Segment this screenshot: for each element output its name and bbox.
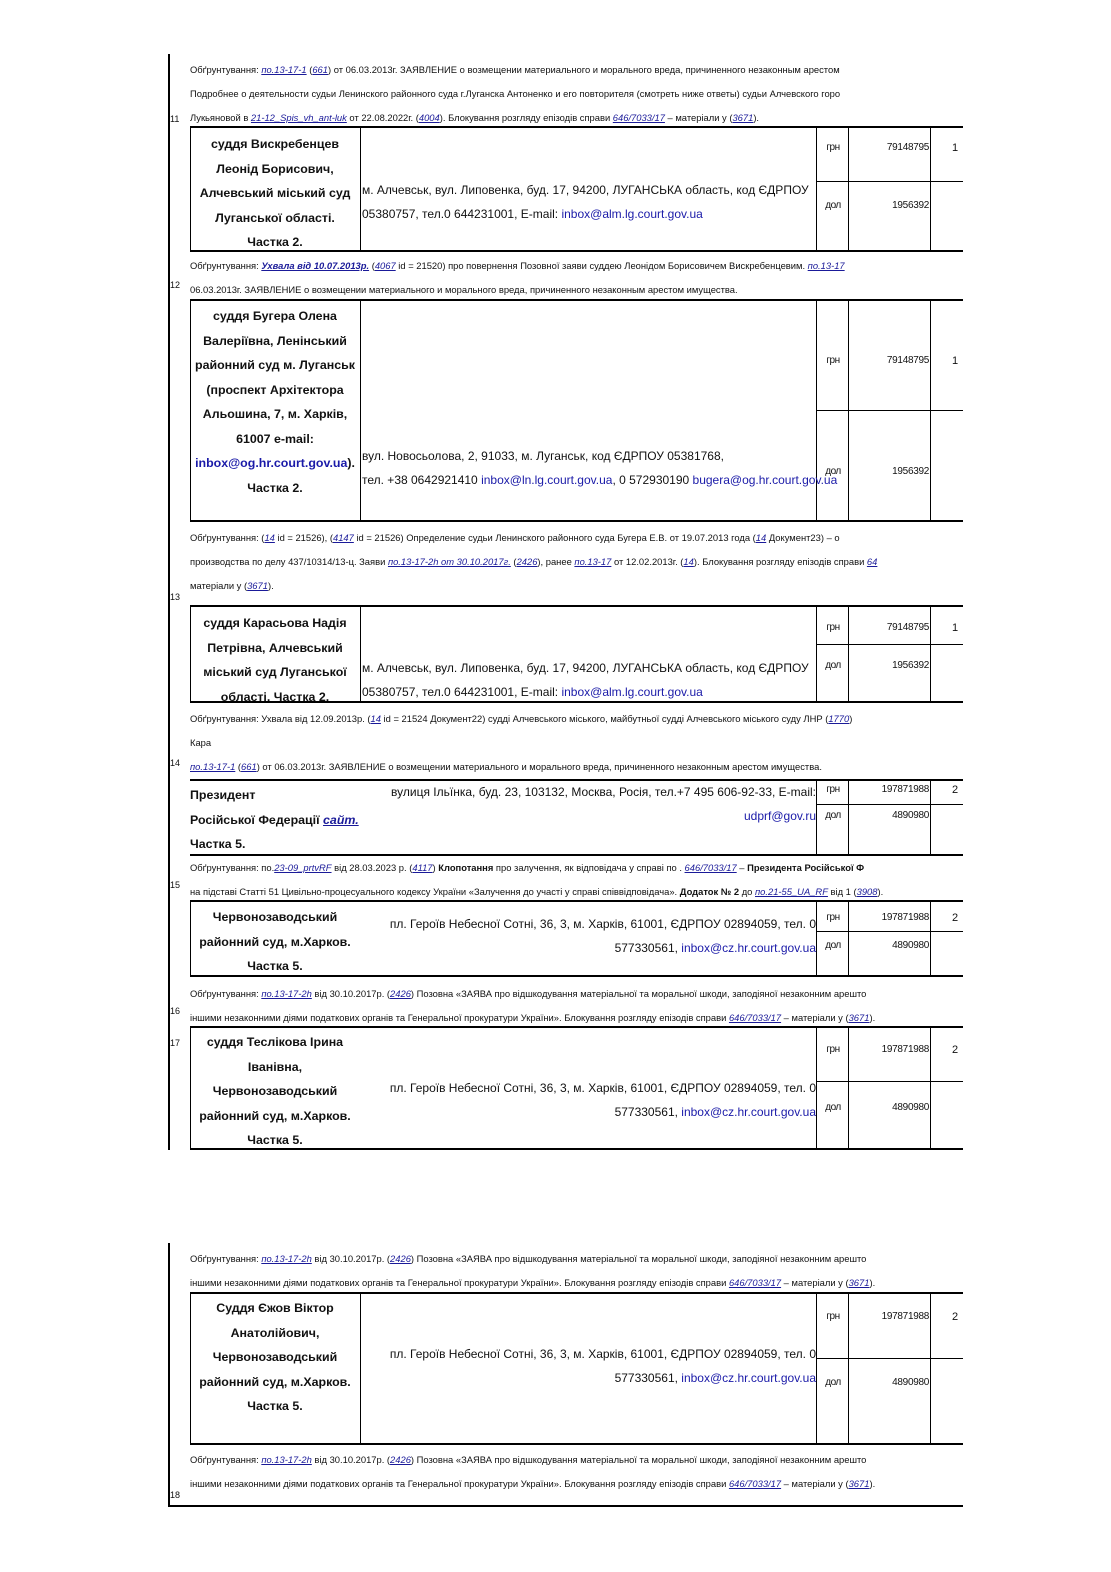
reference-link[interactable]: 646/7033/17 [684,862,737,873]
amount-value: 79148795 [886,355,929,366]
text-segment: районний суд, м.Харков. [199,1108,351,1123]
defendant-line [190,1055,360,1080]
justification-line [190,254,962,278]
text-segment: до [739,886,756,897]
text-segment: Червонозаводський [212,1084,338,1098]
reference-link[interactable]: 3908 [856,886,878,897]
reference-link[interactable]: 4147 [332,532,354,543]
row-number: 16 [170,1006,181,1016]
defendant-address [362,912,816,960]
defendant-address [362,656,816,704]
text-segment: від 1 ( [827,886,857,897]
amount-value: 197871988 [881,1311,929,1322]
reference-link[interactable]: по.13-17-1 [261,64,307,75]
text-segment: ). [869,1012,876,1023]
address-line [362,178,816,202]
email-text: inbox@cz.hr.court.gov.ua [681,1105,816,1119]
amount-value: 197871988 [881,1044,929,1055]
address-line [362,1366,816,1390]
text-segment: Червонозаводський [212,910,338,924]
reference-link[interactable]: Ухвала від 10.07.2013р. [261,260,370,271]
defendant-line [190,685,360,710]
currency-label: дол [825,1102,841,1113]
text-segment: 06.03.2013г. ЗАЯВЛЕНИЕ о возмещении материального и морального вреда, причиненного незаконным арестом имущества. [190,284,738,295]
text-segment: області. Частка 2. [220,689,330,704]
reference-link[interactable]: 2426 [390,988,411,999]
reference-link[interactable]: 3671 [732,112,754,123]
text-segment: ). [869,1478,876,1489]
defendant-name [190,783,365,857]
table-fragment-2 [168,1243,963,1507]
defendant-line [190,832,365,857]
reference-link[interactable]: 2426 [390,1253,411,1264]
email-text: inbox@og.hr.court.gov.ua [195,456,348,470]
text-segment: (проспект Архітектора [206,382,344,397]
text-segment: пл. Героїв Небесної Сотні, 36, 3, м. Харків, 61001, ЄДРПОУ 02894059, тел. 0 [389,1347,816,1361]
justification-line [190,574,962,598]
reference-link[interactable]: 4067 [374,260,396,271]
justification-line [190,755,962,779]
defendant-line [190,1296,360,1321]
justification-line [190,707,962,731]
reference-link[interactable]: по.13-17-2h [261,988,312,999]
text-segment: Частка 5. [247,1399,303,1413]
text-segment: м. Алчевськ, вул. Липовенка, буд. 17, 94200, ЛУГАНСЬКА область, код ЄДРПОУ [362,183,809,197]
reference-link[interactable]: 646/7033/17 [728,1277,782,1288]
text-segment: id = 21524 Документ22) судді Алчевського міського, майбутньої судді Алчевського міського суду ЛНР ( [380,713,829,724]
address-line [362,1342,816,1366]
text-segment: Обґрунтування: [190,1454,262,1465]
text-segment: ). [869,1277,876,1288]
defendant-line [190,1394,360,1419]
defendant-name [190,132,360,255]
defendant-name [190,304,360,500]
text-segment: 577330561, [614,1371,682,1385]
reference-link[interactable]: 3671 [247,580,268,591]
reference-link[interactable]: 4004 [418,112,440,123]
text-segment: ). [347,456,355,470]
defendant-line [190,660,360,685]
row-number: 17 [170,1038,181,1048]
reference-link[interactable]: 2426 [516,556,538,567]
text-segment: ) Позовна «ЗАЯВА про відшкодування матеріальної та моральної шкоди, заподіяної незаконним арешто [410,988,867,999]
defendant-line [190,476,360,501]
text-segment: ( [235,761,242,772]
text-segment: , 0 572930190 [612,473,693,487]
defendant-line [190,636,360,661]
text-segment: – матеріали у ( [781,1478,849,1489]
reference-link[interactable]: 14 [755,532,767,543]
defendant-line [190,402,360,427]
justification [190,1247,962,1295]
defendant-line [190,1030,360,1055]
text-segment: Лукьяновой в [190,112,251,123]
text-segment: ). [267,580,274,591]
text-segment: id = 21526), ( [274,532,333,543]
address-line [362,1076,816,1100]
defendant-line [190,427,360,452]
reference-link[interactable]: 23-09_prtvRF [274,862,332,873]
currency-label: грн [826,1311,840,1322]
text-segment: 05380757, тел.0 644231001, E-mail: [362,685,562,699]
share-value: 1 [952,622,959,634]
text-segment: районний суд, м.Харков. [199,934,351,949]
amount-value: 1956392 [892,466,929,477]
justification [190,982,962,1030]
row-number: 13 [170,592,181,602]
text-segment: Документ23) – о [766,532,840,543]
text-segment: Обґрунтування: [190,64,262,75]
text-segment: ) [432,862,439,873]
reference-link[interactable]: по.21-55_UA_RF [755,886,828,897]
address-line [362,202,816,226]
amount-value: 1956392 [892,660,929,671]
text-segment: Кара [190,737,212,748]
address-line [362,780,816,804]
share-value: 1 [952,142,959,154]
justification-line [190,58,962,82]
text-segment: районний суд, м.Харков. [199,1374,351,1389]
share-value: 2 [952,784,959,796]
defendant-line [190,157,360,182]
reference-link[interactable]: 14 [683,556,694,567]
text-segment: Анатолійович, [230,1325,320,1340]
text-segment: Іванівна, [247,1059,303,1074]
amount-value: 4890980 [892,940,929,951]
text-segment: Обґрунтування: [190,1253,262,1264]
justification [190,58,962,130]
text-segment: Частка 2. [247,235,303,249]
text-segment: пл. Героїв Небесної Сотні, 36, 3, м. Харків, 61001, ЄДРПОУ 02894059, тел. 0 [389,917,816,931]
text-segment: Частка 5. [247,959,303,973]
justification-line [190,550,962,574]
text-segment: Альошина, 7, м. Харків, [202,407,348,421]
justification-line [190,1448,962,1472]
currency-label: дол [825,200,841,211]
reference-link[interactable]: 3671 [848,1012,870,1023]
text-segment: суддя Карасьова Надія [203,616,347,630]
share-value: 1 [952,355,959,367]
row-number: 18 [170,1490,181,1500]
text-segment: матеріали у ( [190,580,248,591]
reference-link[interactable]: 1770 [828,713,850,724]
defendant-line [190,378,360,403]
text-segment: ) Позовна «ЗАЯВА про відшкодування матеріальної та моральної шкоди, заподіяної незаконним арешто [410,1253,867,1264]
text-segment: іншими незаконними діями податкових органів та Генеральної прокуратури України». Блокування розгляду епізодів справи [190,1478,729,1489]
text-segment: Луганської області. [215,210,335,225]
text-segment: Частка 2. [247,480,303,495]
text-segment: від 30.10.2017р. ( [311,1253,391,1264]
defendant-name [190,1030,360,1153]
defendant-line [190,930,360,955]
text-segment: Леонід Борисович, [216,161,334,176]
currency-label: грн [826,622,840,633]
text-segment: районний суд м. Луганськ [195,358,355,372]
text-segment: ) Позовна «ЗАЯВА про відшкодування матеріальної та моральної шкоди, заподіяної незаконним арешто [410,1454,867,1465]
justification-line [190,1247,962,1271]
currency-label: грн [826,142,840,153]
reference-link[interactable]: 661 [312,64,328,75]
address-line [362,680,816,704]
reference-link[interactable]: 14 [370,713,381,724]
address-line [362,804,816,828]
text-segment: на підставі Статті 51 Цивільно-процесуального кодексу України «Залучення до участі у справі співвідповідача». [190,886,680,897]
text-segment: ), ранее [537,556,575,567]
row-number: 12 [170,280,181,290]
text-segment: вулиця Ільїнка, буд. 23, 103132, Москва, Росія, тел.+7 495 606-92-33, E-mail: [391,785,816,799]
defendant-line [190,181,360,206]
text-segment: Частка 5. [247,1133,303,1147]
defendant-line [190,1321,360,1346]
text-segment: ) от 06.03.2013г. ЗАЯВЛЕНИЕ о возмещении материального и морального вреда, причиненного незаконным арестом имущества. [256,761,822,772]
text-segment: ) от 06.03.2013г. ЗАЯВЛЕНИЕ о возмещении материального и морального вреда, причиненного незаконным арестом [328,64,840,75]
reference-link[interactable]: по.13-17-2h [261,1454,312,1465]
text-segment: Подробнее о деятельности судьи Ленинского районного суда г.Луганска Антоненко и его повторителя (смотреть ниже ответы) судьи Алчевского горо [190,88,841,99]
justification-line [190,82,962,106]
defendant-address [362,178,816,226]
text-segment: пл. Героїв Небесної Сотні, 36, 3, м. Харків, 61001, ЄДРПОУ 02894059, тел. 0 [389,1081,816,1095]
defendant-line [190,304,360,329]
currency-label: дол [825,940,841,951]
reference-link[interactable]: по.13-17 [574,556,612,567]
table-fragment-1 [168,54,963,1150]
share-value: 2 [952,1311,959,1323]
reference-link[interactable]: по.13-17-1 [190,761,236,772]
justification [190,526,962,598]
text-segment: Президента Російської Ф [747,862,865,873]
justification-line [190,1472,962,1496]
text-segment: Алчевський міський суд [199,186,351,200]
text-segment: Президент [190,788,256,802]
text-segment: Частка 5. [190,837,246,851]
email-text: inbox@cz.hr.court.gov.ua [681,941,816,955]
defendant-line [190,954,360,979]
defendant-name [190,905,360,979]
reference-link[interactable]: 646/7033/17 [728,1478,782,1489]
amount-value: 4890980 [892,1102,929,1113]
defendant-line [190,905,360,930]
email-text: inbox@alm.lg.court.gov.ua [561,685,703,699]
justification-line [190,526,962,550]
justification-line [190,982,962,1006]
amount-value: 197871988 [881,912,929,923]
text-segment: 61007 e-mail: [236,431,314,446]
email-text: inbox@ln.lg.court.gov.ua [481,473,613,487]
defendant-name [190,611,360,709]
reference-link[interactable]: 661 [241,761,257,772]
currency-label: дол [825,660,841,671]
row-number: 15 [170,880,181,890]
text-segment: Клопотання [438,862,494,873]
text-segment: 577330561, [614,941,682,955]
text-segment: ( [369,260,375,271]
reference-link[interactable]: 21-12_Spis_vh_ant-luk [250,112,347,123]
currency-label: дол [825,1377,841,1388]
defendant-line [190,329,360,354]
text-segment: от 12.02.2013г. ( [611,556,684,567]
address-line [362,444,816,468]
reference-link[interactable]: сайт. [323,812,359,827]
currency-label: грн [826,784,840,795]
justification [190,856,962,904]
address-line [362,912,816,936]
defendant-name [190,1296,360,1419]
share-value: 2 [952,1044,959,1056]
text-segment: іншими незаконними діями податкових органів та Генеральної прокуратури України». Блокування розгляду епізодів справи [190,1277,729,1288]
defendant-line [190,1128,360,1153]
defendant-line [190,808,365,833]
share-value: 2 [952,912,959,924]
defendant-line [190,783,365,808]
defendant-line [190,353,360,378]
text-segment: Петрівна, Алчевський [207,640,343,655]
text-segment: від 30.10.2017р. ( [311,1454,391,1465]
amount-value: 4890980 [892,810,929,821]
text-segment: ). Блокування розгляду епізодів справи [439,112,613,123]
text-segment: – матеріали у ( [781,1012,849,1023]
reference-link[interactable]: 646/7033/17 [728,1012,782,1023]
justification [190,707,962,779]
email-text: bugera@og.hr.court.gov.ua [692,473,838,487]
justification [190,254,962,302]
reference-link[interactable]: по.13-17-2h от 30.10.2017г. [387,556,511,567]
text-segment: Валеріївна, Ленінський [203,333,347,348]
text-segment: производства по делу 437/10314/13-ц. Заяви [190,556,388,567]
text-segment: Російської Федерації [190,812,324,827]
text-segment: вул. Новосьолова, 2, 91033, м. Луганськ, код ЄДРПОУ 05381768, [362,449,724,463]
text-segment: id = 21526) Определение судьи Ленинского районного суда Бугера Е.В. от 19.07.2013 года ( [353,532,756,543]
amount-value: 1956392 [892,200,929,211]
row-number: 11 [170,114,180,124]
text-segment: id = 21520) про повернення Позовної заяви суддею Леонідом Борисовичем Вискребенцевим. [395,260,808,271]
reference-link[interactable]: по.13-17-2h [261,1253,312,1264]
text-segment: – [736,862,748,873]
reference-link[interactable]: 3671 [848,1478,870,1489]
text-segment: від 28.03.2023 р. ( [331,862,413,873]
text-segment: – матеріали у ( [664,112,733,123]
defendant-address [362,780,816,828]
text-segment: ) [849,713,853,724]
reference-link[interactable]: 14 [264,532,275,543]
text-segment: Суддя Єжов Віктор [216,1301,334,1315]
justification-line [190,731,962,755]
text-segment: ( [306,64,313,75]
defendant-line [190,1104,360,1129]
text-segment: міський суд Луганської [203,665,347,679]
defendant-line [190,1370,360,1395]
text-segment: суддя Вискребенцев [211,137,339,151]
reference-link[interactable]: 4117 [412,862,433,873]
text-segment: тел. +38 0642921410 [362,473,482,487]
address-line [362,656,816,680]
reference-link[interactable]: 2426 [390,1454,411,1465]
currency-label: грн [826,355,840,366]
text-segment: суддя Теслікова Ірина [206,1035,344,1049]
currency-label: грн [826,1044,840,1055]
defendant-line [190,230,360,255]
email-text: udprf@gov.ru [744,809,816,823]
currency-label: грн [826,912,840,923]
defendant-line [190,1345,360,1370]
text-segment: від 30.10.2017р. ( [311,988,391,999]
amount-value: 197871988 [881,784,929,795]
text-segment: Обґрунтування: по. [190,862,275,873]
text-segment: Обґрунтування: [190,988,262,999]
defendant-address [362,1076,816,1124]
text-segment: ( [510,556,517,567]
text-segment: Обґрунтування: Ухвала від 12.09.2013р. ( [190,713,371,724]
defendant-address [362,1342,816,1390]
text-segment: про залучення, як відповідача у справі по . [493,862,685,873]
defendant-line [190,451,360,476]
text-segment: ). [877,886,884,897]
row-number: 14 [170,758,181,768]
text-segment: Червонозаводський [212,1350,338,1364]
justification-line [190,856,962,880]
amount-value: 4890980 [892,1377,929,1388]
justification [190,1448,962,1496]
text-segment: м. Алчевськ, вул. Липовенка, буд. 17, 94200, ЛУГАНСЬКА область, код ЄДРПОУ [362,661,809,675]
text-segment: 05380757, тел.0 644231001, E-mail: [362,207,562,221]
amount-value: 79148795 [886,142,929,153]
address-line [362,936,816,960]
defendant-line [190,132,360,157]
text-segment: Обґрунтування: [190,260,262,271]
text-segment: – матеріали у ( [781,1277,849,1288]
reference-link[interactable]: 3671 [848,1277,870,1288]
amount-value: 79148795 [886,622,929,633]
email-text: inbox@cz.hr.court.gov.ua [681,1371,816,1385]
text-segment: ). [753,112,760,123]
address-line [362,1100,816,1124]
text-segment: іншими незаконними діями податкових органів та Генеральної прокуратури України». Блокування розгляду епізодів справи [190,1012,729,1023]
defendant-line [190,611,360,636]
text-segment: от 22.08.2022г. ( [346,112,419,123]
currency-label: дол [825,466,841,477]
text-segment: ). Блокування розгляду епізодів справи [693,556,867,567]
reference-link[interactable]: 646/7033/17 [612,112,665,123]
reference-link[interactable]: по.13-17 [807,260,845,271]
defendant-line [190,1079,360,1104]
defendant-line [190,206,360,231]
text-segment: Додаток № 2 [679,886,740,897]
text-segment: суддя Бугера Олена [213,309,337,323]
reference-link[interactable]: 64 [866,556,878,567]
text-segment: Обґрунтування: ( [190,532,265,543]
email-text: inbox@alm.lg.court.gov.ua [561,207,703,221]
currency-label: дол [825,810,841,821]
text-segment: 577330561, [614,1105,682,1119]
